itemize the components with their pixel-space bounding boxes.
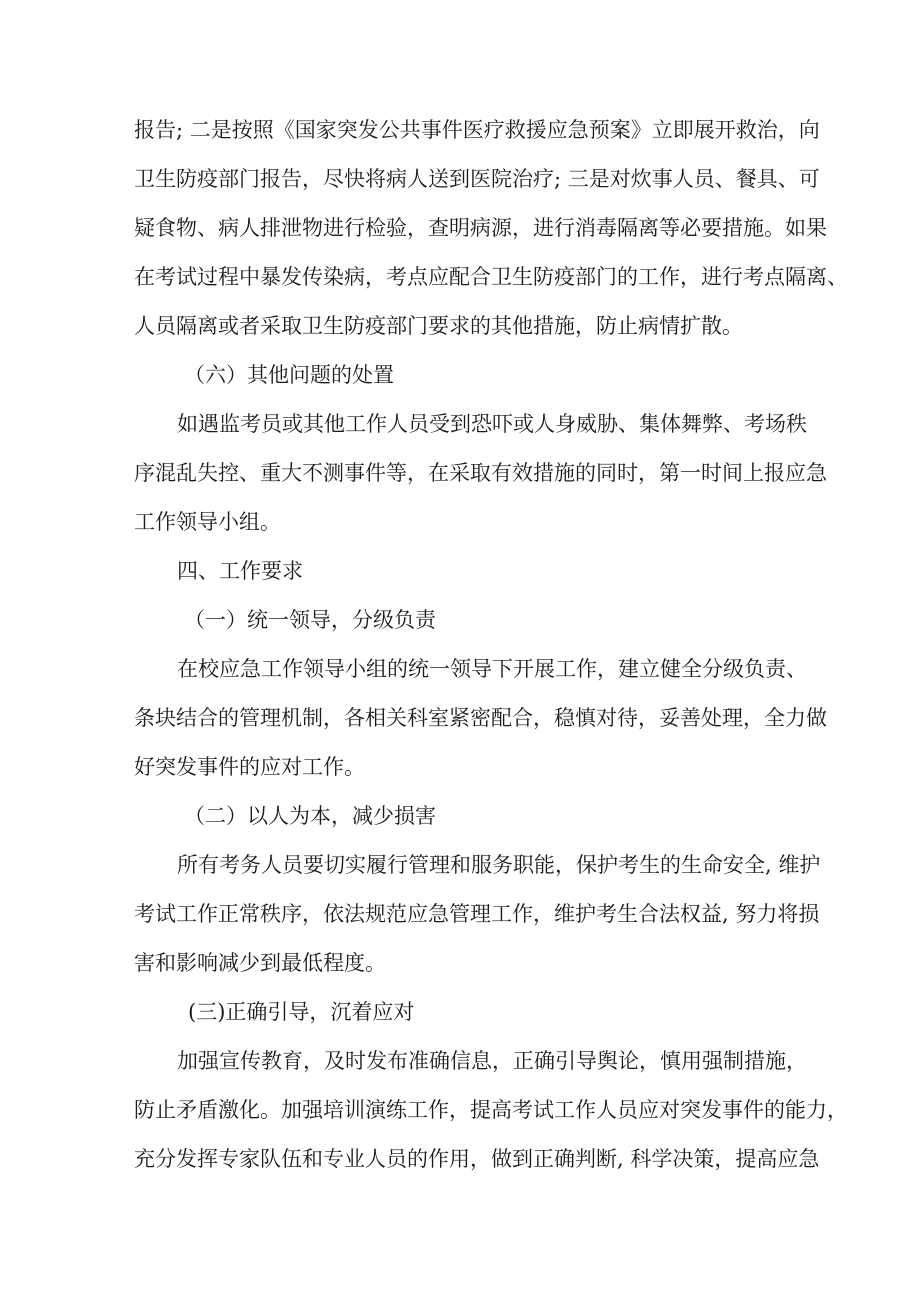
paragraph-line: 卫生防疫部门报告，尽快将病人送到医院治疗; 三是对炊事人员、餐具、可 bbox=[134, 167, 820, 191]
paragraph-line: 疑食物、病人排泄物进行检验，查明病源，进行消毒隔离等必要措施。如果 bbox=[134, 216, 827, 240]
paragraph-line: 序混乱失控、重大不测事件等，在采取有效措施的同时，第一时间上报应急 bbox=[134, 461, 827, 485]
paragraph-line: 工作领导小组。 bbox=[134, 510, 281, 534]
paragraph-line: 如遇监考员或其他工作人员受到恐吓或人身威胁、集体舞弊、考场秩 bbox=[177, 412, 807, 436]
section-heading-work-requirements: 四、工作要求 bbox=[177, 559, 303, 583]
paragraph-line: 好突发事件的应对工作。 bbox=[134, 755, 365, 779]
paragraph-line: 在考试过程中暴发传染病，考点应配合卫生防疫部门的工作，进行考点隔离、 bbox=[134, 265, 848, 289]
paragraph-line: 加强宣传教育，及时发布准确信息，正确引导舆论，慎用强制措施， bbox=[177, 1049, 807, 1073]
paragraph-line: 条块结合的管理机制，各相关科室紧密配合，稳慎对待，妥善处理，全力做 bbox=[134, 706, 827, 730]
subheading-correct-guidance: (三)正确引导，沉着应对 bbox=[188, 1000, 415, 1024]
paragraph-line: 充分发挥专家队伍和专业人员的作用，做到正确判断, 科学决策，提高应急 bbox=[134, 1147, 820, 1171]
paragraph-line: 防止矛盾激化。加强培训演练工作，提高考试工作人员应对突发事件的能力， bbox=[134, 1098, 848, 1122]
paragraph-line: 所有考务人员要切实履行管理和服务职能，保护考生的生命安全, 维护 bbox=[177, 853, 821, 877]
paragraph-line: 人员隔离或者采取卫生防疫部门要求的其他措施，防止病情扩散。 bbox=[134, 314, 743, 338]
paragraph-line: 报告; 二是按照《国家突发公共事件医疗救援应急预案》立即展开救治，向 bbox=[134, 118, 820, 142]
subheading-people-oriented: （二）以人为本，减少损害 bbox=[184, 804, 436, 828]
paragraph-line: 在校应急工作领导小组的统一领导下开展工作，建立健全分级负责、 bbox=[177, 657, 807, 681]
paragraph-line: 考试工作正常秩序，依法规范应急管理工作，维护考生合法权益, 努力将损 bbox=[134, 902, 820, 926]
subheading-other-issues: （六）其他问题的处置 bbox=[184, 363, 394, 387]
paragraph-line: 害和影响减少到最低程度。 bbox=[134, 951, 386, 975]
subheading-unified-leadership: （一）统一领导，分级负责 bbox=[184, 608, 436, 632]
